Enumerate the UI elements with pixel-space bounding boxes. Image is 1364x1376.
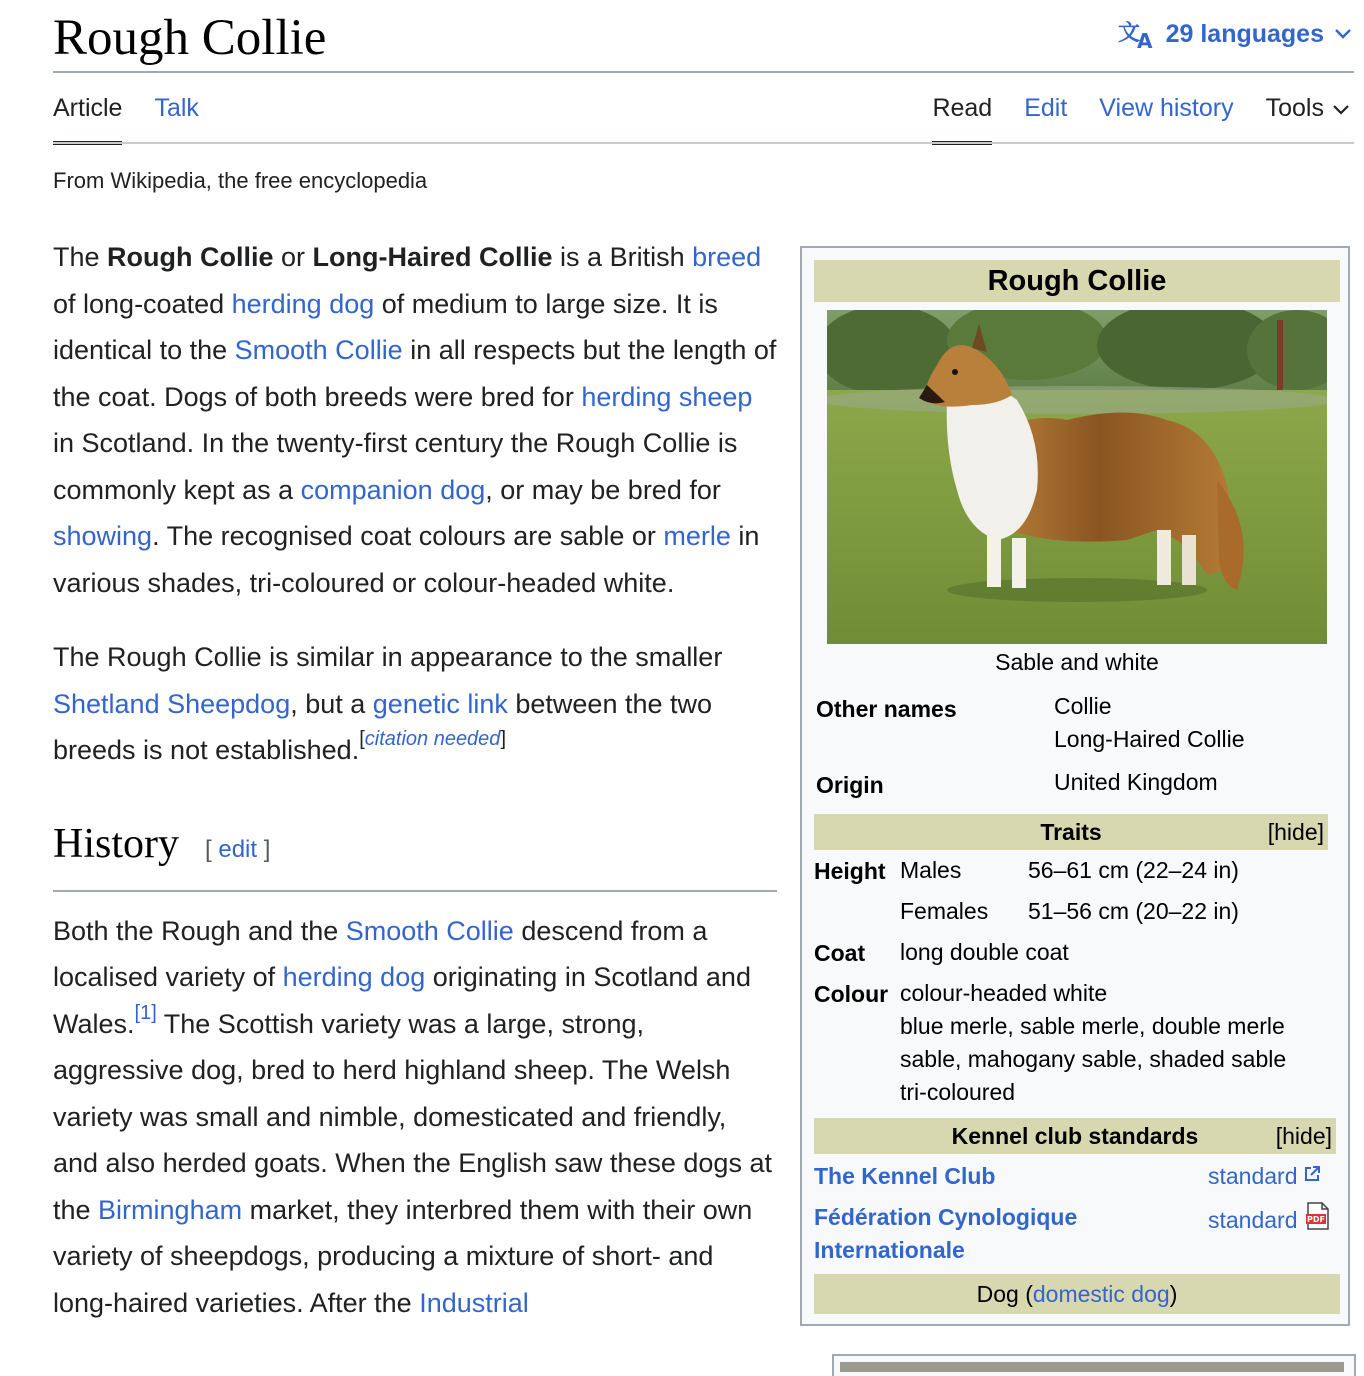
tab-article[interactable]: Article [53, 94, 122, 137]
intro-paragraph-1 [53, 234, 777, 606]
fci-link-line-2[interactable]: Internationale [814, 1237, 965, 1263]
chevron-down-icon [1334, 28, 1352, 40]
fci-standard[interactable] [1208, 1201, 1332, 1240]
text-run: between the two breeds is not established. [53, 688, 713, 765]
traits-header [814, 814, 1328, 850]
collie-photo[interactable] [827, 310, 1327, 644]
colour-label: Colour [814, 981, 889, 1007]
bold-term: Rough Collie [107, 242, 274, 272]
inline-link[interactable]: [1] [134, 1001, 157, 1024]
height-label: Height [814, 858, 886, 884]
females-label: Females [900, 898, 989, 924]
colour-value-2: blue merle, sable merle, double merle [900, 1013, 1285, 1039]
article-body [53, 234, 777, 1354]
reference [365, 728, 501, 750]
infobox-footer [814, 1274, 1340, 1314]
history-paragraph-1 [53, 908, 777, 1327]
kennel-header [814, 1118, 1336, 1154]
tab-talk[interactable]: Talk [154, 94, 199, 122]
traits-hide-toggle[interactable]: [hide] [1267, 819, 1324, 845]
text-run: in various shades, tri-coloured or colour-headed white. [53, 521, 760, 598]
image-caption: Sable and white [995, 649, 1159, 675]
svg-text:A: A [1136, 29, 1153, 50]
standard-link[interactable]: standard [1208, 1163, 1298, 1189]
coat-label: Coat [814, 940, 866, 966]
text-run: originating in Scotland and Wales. [53, 962, 751, 1039]
language-button[interactable] [1118, 18, 1352, 50]
infobox [800, 246, 1350, 1326]
text-run: market, they interbred them with their own variety of sheepdogs, producing a mixture of short- and long-haired varieties. After the [53, 1194, 753, 1318]
chevron-down-icon [1332, 94, 1350, 123]
view-tabs [932, 94, 1350, 137]
inline-link[interactable]: genetic link [372, 688, 508, 719]
intro-paragraph-2 [53, 634, 777, 774]
pdf-icon [1302, 1201, 1332, 1240]
text-run: in all respects but the length of the coat. Dogs of both breeds were bred for [53, 335, 777, 412]
reference [135, 1002, 157, 1024]
edit-bracket-open: [ [205, 835, 212, 863]
text-run: or [273, 242, 313, 272]
history-edit-link[interactable]: edit [218, 835, 258, 863]
text-run: The Scottish variety was a large, strong, aggressive dog, bred to herd highland sheep. The Welsh variety was small and nimble, domesticated and friendly, and also herded goats. When the English saw these dogs at the [53, 1008, 772, 1225]
text-run: of long-coated [53, 288, 232, 319]
next-figure-image[interactable] [840, 1362, 1344, 1372]
colour-value-4: tri-coloured [900, 1079, 1016, 1105]
kennel-title: Kennel club standards [951, 1123, 1199, 1149]
origin-value: United Kingdom [1054, 769, 1218, 795]
coat-value: long double coat [900, 939, 1069, 965]
tools-label: Tools [1265, 94, 1324, 122]
colour-value-1: colour-headed white [900, 980, 1108, 1006]
inline-link[interactable]: showing [53, 521, 153, 551]
language-count: 29 languages [1165, 19, 1324, 48]
inline-link[interactable]: herding dog [282, 962, 426, 992]
colour-value-3: sable, mahogany sable, shaded sable [900, 1046, 1287, 1072]
inline-link[interactable]: Smooth Collie [345, 915, 514, 946]
section-edit [205, 824, 270, 876]
females-height: 51–56 cm (20–22 in) [1028, 898, 1239, 924]
history-divider [53, 890, 777, 892]
text-run: in Scotland. In the twenty-first century the Rough Collie is commonly kept as a [53, 428, 738, 505]
other-names-label: Other names [816, 696, 957, 722]
text-run: The [53, 242, 108, 272]
inline-link[interactable]: herding sheep [581, 381, 753, 412]
inline-link[interactable]: breed [692, 242, 762, 272]
other-name-2: Long-Haired Collie [1054, 726, 1245, 752]
site-tagline: From Wikipedia, the free encyclopedia [53, 168, 428, 193]
other-name-1: Collie [1054, 693, 1112, 719]
text-run: of medium to large size. It is identical to the [53, 288, 718, 365]
infobox-title: Rough Collie [814, 260, 1340, 302]
text-run: [ [359, 728, 365, 750]
inline-link[interactable]: Smooth Collie [234, 335, 403, 365]
reference [500, 728, 506, 750]
namespace-tabs [53, 94, 199, 137]
section-heading-history [53, 818, 777, 876]
kennel-hide-toggle[interactable]: [hide] [1275, 1123, 1332, 1149]
males-height: 56–61 cm (22–24 in) [1028, 857, 1239, 883]
text-run: ] [500, 728, 506, 750]
domestic-dog-link[interactable]: domestic dog [1032, 1281, 1170, 1307]
standard-link[interactable]: standard [1208, 1207, 1298, 1233]
tab-view-history[interactable]: View history [1099, 94, 1234, 122]
external-link-icon [1302, 1160, 1322, 1193]
tabs-divider [53, 142, 1354, 144]
inline-link[interactable]: merle [663, 521, 731, 551]
origin-label: Origin [816, 772, 884, 798]
svg-text:文: 文 [1117, 21, 1140, 46]
translate-icon [1118, 18, 1156, 50]
tools-menu[interactable] [1266, 94, 1350, 137]
edit-bracket-close: ] [263, 835, 271, 863]
footer-suffix: ) [1169, 1281, 1178, 1307]
tab-edit[interactable]: Edit [1024, 94, 1068, 122]
pdf-icon-label: PDF [1306, 1215, 1325, 1224]
inline-link[interactable]: Birmingham [98, 1194, 243, 1225]
text-run: The Rough Collie is similar in appearance to the smaller [53, 642, 723, 672]
tab-read[interactable]: Read [932, 94, 992, 137]
inline-link[interactable]: Shetland Sheepdog [53, 688, 291, 719]
page-title: Rough Collie [53, 10, 327, 66]
text-run: , or may be bred for [485, 474, 721, 505]
kennel-club-standard[interactable] [1208, 1160, 1322, 1193]
males-label: Males [900, 857, 962, 883]
bold-term: Long-Haired Collie [312, 242, 553, 272]
fci-link-line-1[interactable]: Fédération Cynologique [814, 1204, 1078, 1230]
inline-link[interactable]: herding dog [231, 288, 375, 319]
text-run: Both the Rough and the [53, 915, 346, 946]
kennel-club-link[interactable]: The Kennel Club [814, 1163, 996, 1189]
traits-title: Traits [1040, 819, 1102, 845]
inline-link[interactable]: companion dog [300, 474, 486, 505]
history-title: History [53, 820, 179, 867]
footer-prefix: Dog ( [976, 1281, 1033, 1307]
title-divider [53, 71, 1354, 73]
text-run: descend from a localised variety of [53, 915, 708, 992]
text-run: is a British [552, 242, 693, 272]
inline-link[interactable]: citation needed [364, 728, 501, 750]
text-run: , but a [290, 688, 373, 719]
inline-link[interactable]: Industrial [419, 1287, 529, 1318]
text-run: . The recognised coat colours are sable or [152, 521, 664, 551]
